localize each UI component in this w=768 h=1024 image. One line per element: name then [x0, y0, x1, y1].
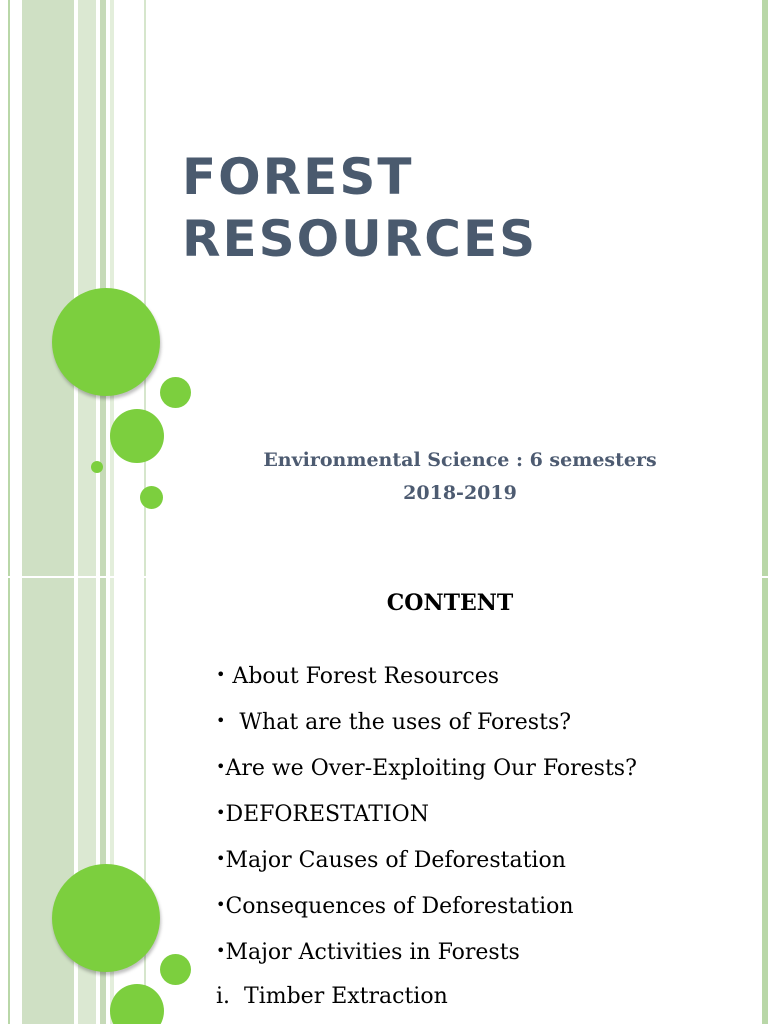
list-item-text: Major Activities in Forests [225, 940, 520, 965]
decor-stripe [22, 578, 74, 1024]
list-item-text: DEFORESTATION [225, 802, 429, 827]
list-item-text: Are we Over-Exploiting Our Forests? [225, 756, 637, 781]
list-item-text: Consequences of Deforestation [225, 894, 574, 919]
list-item [216, 658, 637, 704]
list-item-text: What are the uses of Forests? [225, 710, 572, 735]
decor-stripe [8, 0, 10, 576]
list-item [216, 842, 637, 888]
decor-stripe-right [762, 578, 768, 1024]
decor-stripe [22, 0, 74, 576]
academic-year: 2018-2019 [403, 482, 517, 504]
list-item-text: Major Causes of Deforestation [225, 848, 566, 873]
title-line-2: RESOURCES [182, 210, 538, 268]
bullet-marker: • [216, 849, 226, 868]
bullet-marker: • [216, 757, 226, 776]
bullet-marker: • [216, 941, 226, 960]
list-item [216, 704, 637, 750]
content-list [216, 658, 637, 1024]
decor-stripe [144, 578, 146, 1024]
decor-circle-medium [110, 984, 164, 1024]
list-item [216, 888, 637, 934]
course-subtitle: Environmental Science : 6 semesters [263, 449, 657, 471]
list-item-text: About Forest Resources [225, 664, 500, 689]
decor-circle-small [160, 954, 191, 985]
list-item-text: Timber Extraction [230, 984, 448, 1009]
decor-circle-large [52, 864, 160, 972]
decor-stripe [8, 578, 10, 1024]
decor-circle-large [52, 288, 160, 396]
bullet-marker: • [216, 895, 226, 914]
list-item [216, 750, 637, 796]
roman-numeral-marker: i. [216, 984, 231, 1009]
decor-circle-tiny [91, 461, 103, 473]
bullet-marker: • [216, 803, 226, 822]
content-slide [0, 578, 768, 1024]
slide-title [182, 146, 537, 270]
title-line-1: FOREST [182, 148, 414, 206]
decor-circle-small [160, 377, 191, 408]
decor-stripe [78, 0, 96, 576]
list-item [216, 980, 637, 1024]
bullet-marker: • [216, 665, 226, 684]
bullet-marker: • [216, 711, 226, 730]
list-item [216, 934, 637, 980]
list-item [216, 796, 637, 842]
content-heading: CONTENT [386, 590, 514, 616]
